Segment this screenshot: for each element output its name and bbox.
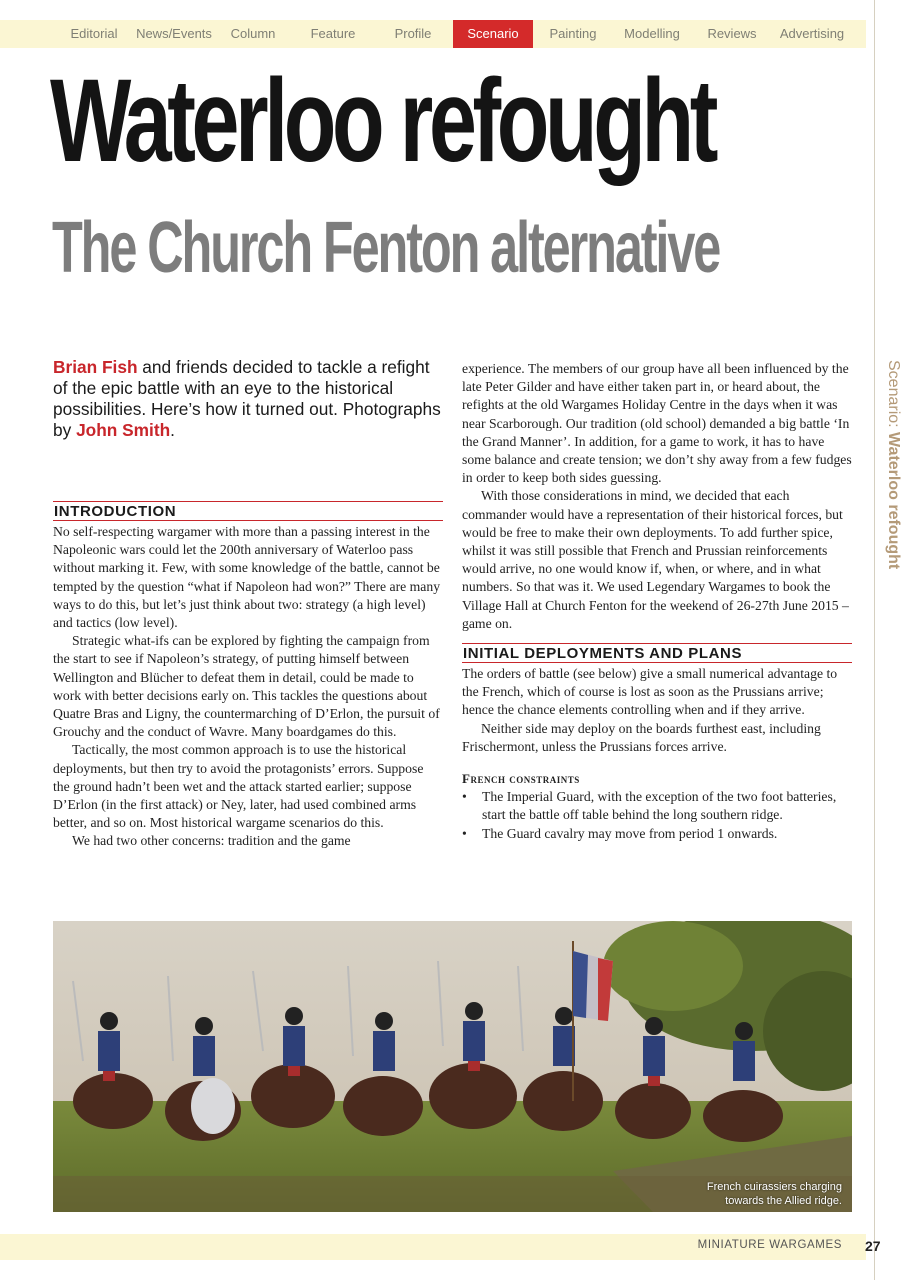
deployments-paragraph-2: Neither side may deploy on the boards furthest east, including Frischermont, unless the Prussians forces arrive.: [462, 720, 821, 754]
page-number: 27: [865, 1238, 881, 1254]
standfirst: [53, 357, 448, 441]
author-name: Brian Fish: [53, 357, 138, 377]
margin-rule: [874, 0, 875, 1280]
page-footer: [0, 1234, 866, 1260]
cuirassiers-photo: [53, 921, 852, 1212]
nav-editorial[interactable]: Editorial: [70, 26, 118, 41]
right-paragraph-1: experience. The members of our group have all been influenced by the late Peter Gilder and have either taken part in, or heard about, the refights at the old Wargames Holiday Centre in the days when it was near Scarborough. Our tradition (old school) demanded a big battle ‘In the Grand Manner’. In addition, for a game to work, it has to have some balance and create tension; we don’t shy away from a few fudges in order to keep both sides guessing.: [462, 361, 852, 486]
magazine-name: MINIATURE WARGAMES: [697, 1239, 842, 1251]
nav-advertising[interactable]: Advertising: [779, 26, 845, 41]
nav-column[interactable]: Column: [230, 26, 276, 41]
standfirst-text-2: .: [170, 420, 175, 440]
standfirst-text-1: and friends decided to tackle a refight of the epic battle with an eye to the historical possibilities. Here’s how it turned out. Photographs by: [53, 357, 441, 440]
intro-heading: INTRODUCTION: [53, 501, 443, 521]
side-label-title: Waterloo refought: [885, 432, 902, 570]
article-subtitle: The Church Fenton alternative: [52, 208, 720, 288]
left-column: [53, 501, 443, 851]
photographer-name: John Smith: [76, 420, 171, 440]
side-label-prefix: Scenario:: [885, 360, 902, 428]
nav-modelling[interactable]: Modelling: [624, 26, 680, 41]
article-title: Waterloo refought: [50, 55, 715, 187]
nav-news-events[interactable]: News/Events: [136, 26, 212, 41]
nav-painting[interactable]: Painting: [549, 26, 597, 41]
section-nav: [0, 20, 866, 48]
deployments-paragraph-1: The orders of battle (see below) give a small numerical advantage to the French, which of course is lost as soon as the Prussians arrive; hence the chance elements controlling when and if they arrive.: [462, 666, 838, 718]
list-item: • The Imperial Guard, with the exception of the two foot batteries, start the battle off table behind the long southern ridge.: [462, 788, 852, 824]
side-section-label: [884, 360, 902, 570]
list-item: • The Guard cavalry may move from period 1 onwards.: [462, 825, 852, 843]
right-column: [462, 360, 852, 843]
nav-scenario[interactable]: Scenario: [453, 20, 533, 48]
photo-caption: French cuirassiers charging towards the Allied ridge.: [706, 1181, 842, 1207]
nav-reviews[interactable]: Reviews: [707, 26, 757, 41]
intro-paragraph-2: Strategic what-ifs can be explored by fighting the campaign from the start to see if Napoleon’s strategy, of putting himself between Wellington and Blücher to defeat them in detail, could be made to work with better decisions early on. This tackles the questions about Quatre Bras and Ligny, the countermarching of D’Erlon, the pursuit of Grouchy and the conduct of Wavre. Many boardgames do this.: [53, 633, 440, 740]
constraints-list: [462, 788, 852, 843]
right-paragraph-2: With those considerations in mind, we decided that each commander would have a representation of their historical forces, but would be free to make their own deployments. To add further spice, whilst it was still possible that French and Prussian reinforcements would arrive, no one would know if, when, or where, and in what numbers. So that was it. We used Legendary Wargames to book the Village Hall at Church Fenton for the weekend of 26-27th June 2015 – game on.: [462, 488, 849, 631]
miniatures-photo-illustration: [53, 921, 852, 1212]
intro-paragraph-3: Tactically, the most common approach is to use the historical deployments, but then try to avoid the protagonists’ errors. Suppose the ground hadn’t been wet and the attack started earlier; suppose D’Erlon (in the first attack) or Ney, later, had used combined arms better, and so on. Most historical wargame scenarios do this.: [53, 742, 424, 831]
intro-paragraph-1: No self-respecting wargamer with more than a passing interest in the Napoleonic wars could let the 200th anniversary of Waterloo pass without marking it. Few, with some knowledge of the battle, cannot be tempted by the question “what if Napoleon had won?” There are many ways to do this, but let’s just think about two: strategy (a high level) and tactics (low level).: [53, 524, 441, 631]
nav-profile[interactable]: Profile: [394, 26, 432, 41]
intro-paragraph-4: We had two other concerns: tradition and the game: [72, 833, 351, 849]
nav-feature[interactable]: Feature: [310, 26, 356, 41]
deployments-heading: INITIAL DEPLOYMENTS AND PLANS: [462, 643, 852, 663]
french-constraints-subhead: French constraints: [462, 771, 580, 787]
